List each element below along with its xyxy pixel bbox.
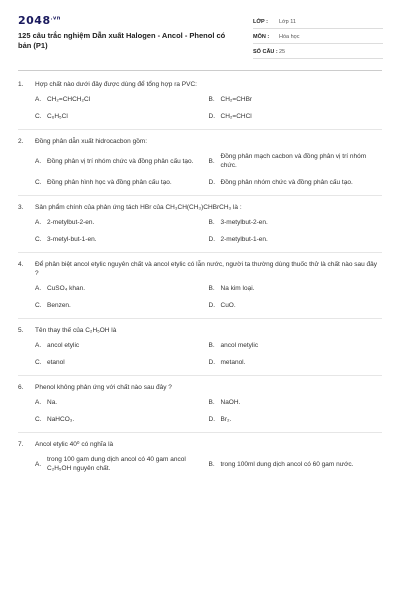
answer-options — [35, 218, 382, 244]
header — [18, 14, 382, 64]
option-letter: B. — [208, 219, 215, 226]
question-7 — [18, 440, 382, 473]
option-letter: D. — [208, 179, 215, 186]
option-letter: A. — [35, 342, 42, 349]
question-text: Ancol etylic 40⁰ có nghĩa là — [35, 441, 114, 448]
option-letter: C. — [35, 236, 42, 243]
question-text: Hợp chất nào dưới đây được dùng để tổng hợp ra PVC: — [35, 81, 197, 88]
meta-row-class — [253, 16, 383, 29]
option-letter: A. — [35, 157, 42, 165]
option-letter: D. — [208, 302, 215, 309]
answer-option[interactable] — [209, 455, 383, 473]
meta-row-count — [253, 46, 383, 59]
question-divider — [18, 252, 382, 253]
question-number: 2. — [18, 138, 24, 145]
answer-options — [35, 455, 382, 473]
option-text: ancol metylic — [220, 342, 259, 349]
option-letter: C. — [35, 113, 42, 120]
option-text: 2-metylbut-2-en. — [47, 219, 95, 226]
answer-options — [35, 341, 382, 367]
option-letter: B. — [208, 96, 215, 103]
question-divider — [18, 318, 382, 319]
option-text: Na. — [47, 399, 58, 406]
option-text: trong 100ml dung dịch ancol có 60 gam nước. — [220, 460, 354, 468]
option-text: 2-metylbut-1-en. — [220, 236, 268, 243]
answer-option[interactable] — [35, 301, 209, 310]
answer-option[interactable] — [35, 152, 209, 170]
option-text: NaOH. — [220, 399, 241, 406]
option-letter: B. — [208, 285, 215, 292]
option-text: CuSO₄ khan. — [47, 285, 86, 292]
question-stem — [18, 326, 382, 335]
option-text: 3-metyl-but-1-en. — [47, 236, 97, 243]
meta-value: Lớp 11 — [279, 19, 296, 25]
meta-value: 25 — [279, 49, 286, 55]
answer-option[interactable] — [209, 301, 383, 310]
answer-option[interactable] — [35, 112, 209, 121]
option-letter: C. — [35, 416, 42, 423]
option-text: Br₂. — [220, 416, 232, 423]
option-text: Đồng phân nhóm chức và đồng phân cấu tạo. — [220, 179, 353, 186]
answer-option[interactable] — [209, 235, 383, 244]
option-letter: D. — [208, 113, 215, 120]
answer-option[interactable] — [209, 284, 383, 293]
option-text: C₆H₅Cl — [47, 113, 68, 120]
meta-value: Hóa học — [279, 34, 300, 40]
question-stem — [18, 440, 382, 449]
question-6 — [18, 383, 382, 424]
question-stem — [18, 137, 382, 146]
question-number: 4. — [18, 261, 24, 268]
option-letter: C. — [35, 302, 42, 309]
answer-options — [35, 398, 382, 424]
answer-option[interactable] — [35, 235, 209, 244]
question-number: 1. — [18, 81, 24, 88]
option-letter: D. — [208, 416, 215, 423]
option-letter: A. — [35, 460, 42, 468]
option-text: Đồng phân mạch cacbon và đồng phân vị trí nhóm chức. — [220, 153, 367, 169]
question-stem — [18, 383, 382, 392]
question-stem — [18, 260, 382, 278]
option-text: trong 100 gam dung dịch ancol có 40 gam ancol C₂H₅OH nguyên chất. — [47, 456, 186, 472]
answer-option[interactable] — [209, 398, 383, 407]
option-text: Benzen. — [47, 302, 71, 309]
answer-option[interactable] — [35, 95, 209, 104]
question-text: Đồng phân dẫn xuất hidrocacbon gồm: — [35, 138, 148, 145]
question-stem — [18, 80, 382, 89]
quiz-title: 125 câu trắc nghiệm Dẫn xuất Halogen - Ancol - Phenol có bản (P1) — [18, 31, 226, 50]
question-number: 3. — [18, 204, 24, 211]
question-number: 5. — [18, 327, 24, 334]
question-number: 6. — [18, 384, 24, 391]
question-5 — [18, 326, 382, 367]
option-text: Na kim loại. — [220, 285, 255, 292]
option-letter: B. — [208, 157, 215, 165]
question-1 — [18, 80, 382, 121]
question-text: Để phân biệt ancol etylic nguyên chất và ancol etylic có lẫn nước, người ta thường dùng thuốc thử là chất nào sau đây ? — [35, 261, 378, 277]
question-list — [18, 80, 382, 479]
meta-key: MÔN : — [253, 34, 270, 40]
answer-option[interactable] — [35, 455, 209, 473]
header-divider — [18, 70, 382, 71]
answer-option[interactable] — [35, 358, 209, 367]
question-4 — [18, 260, 382, 310]
answer-options — [35, 152, 382, 187]
answer-option[interactable] — [35, 341, 209, 350]
option-letter: B. — [208, 460, 215, 468]
option-letter: C. — [35, 359, 42, 366]
option-letter: A. — [35, 285, 42, 292]
answer-option[interactable] — [35, 218, 209, 227]
option-letter: A. — [35, 399, 42, 406]
meta-key: LỚP : — [253, 19, 268, 25]
answer-options — [35, 95, 382, 121]
answer-option[interactable] — [209, 358, 383, 367]
option-text: ancol etylic — [47, 342, 80, 349]
answer-option[interactable] — [209, 95, 383, 104]
meta-key: SỐ CÂU : — [253, 49, 278, 55]
option-text: 3-metylbut-2-en. — [220, 219, 268, 226]
answer-option[interactable] — [209, 218, 383, 227]
answer-option[interactable] — [209, 152, 383, 170]
answer-option[interactable] — [35, 284, 209, 293]
quiz-meta — [253, 16, 383, 61]
question-number: 7. — [18, 441, 24, 448]
answer-option[interactable] — [209, 341, 383, 350]
question-divider — [18, 432, 382, 433]
option-text: Đồng phân vị trí nhóm chức và đồng phân cấu tạo. — [47, 157, 194, 165]
answer-option[interactable] — [35, 398, 209, 407]
option-text: Đồng phân hình học và đồng phân cấu tạo. — [47, 179, 172, 186]
option-text: CH₂=CHBr — [220, 96, 253, 103]
option-text: CuO. — [220, 302, 236, 309]
answer-option[interactable] — [209, 112, 383, 121]
question-stem — [18, 203, 382, 212]
answer-options — [35, 284, 382, 310]
question-divider — [18, 129, 382, 130]
logo-suffix: .vn — [50, 15, 61, 22]
option-letter: A. — [35, 96, 42, 103]
option-letter: A. — [35, 219, 42, 226]
option-letter: B. — [208, 399, 215, 406]
answer-option[interactable] — [35, 178, 209, 187]
option-letter: B. — [208, 342, 215, 349]
question-3 — [18, 203, 382, 244]
option-text: CH₂=CHCH₂Cl — [47, 96, 91, 103]
option-text: NaHCO₃. — [47, 416, 75, 423]
meta-row-subject — [253, 31, 383, 44]
question-text: Tên thay thế của C₂H₅OH là — [35, 327, 117, 334]
option-letter: D. — [208, 359, 215, 366]
answer-option[interactable] — [35, 415, 209, 424]
answer-option[interactable] — [209, 178, 383, 187]
question-text: Phenol không phản ứng với chất nào sau đây ? — [35, 384, 172, 391]
answer-option[interactable] — [209, 415, 383, 424]
question-divider — [18, 375, 382, 376]
option-text: metanol. — [220, 359, 246, 366]
option-text: etanol — [47, 359, 65, 366]
option-letter: C. — [35, 179, 42, 186]
question-2 — [18, 137, 382, 187]
option-letter: D. — [208, 236, 215, 243]
question-divider — [18, 195, 382, 196]
question-text: Sản phẩm chính của phản ứng tách HBr của CH₃CH(CH₃)CHBrCH₃ là : — [35, 204, 242, 211]
logo-text: 2048 — [18, 14, 51, 27]
option-text: CH₂=CHCl — [220, 113, 252, 120]
